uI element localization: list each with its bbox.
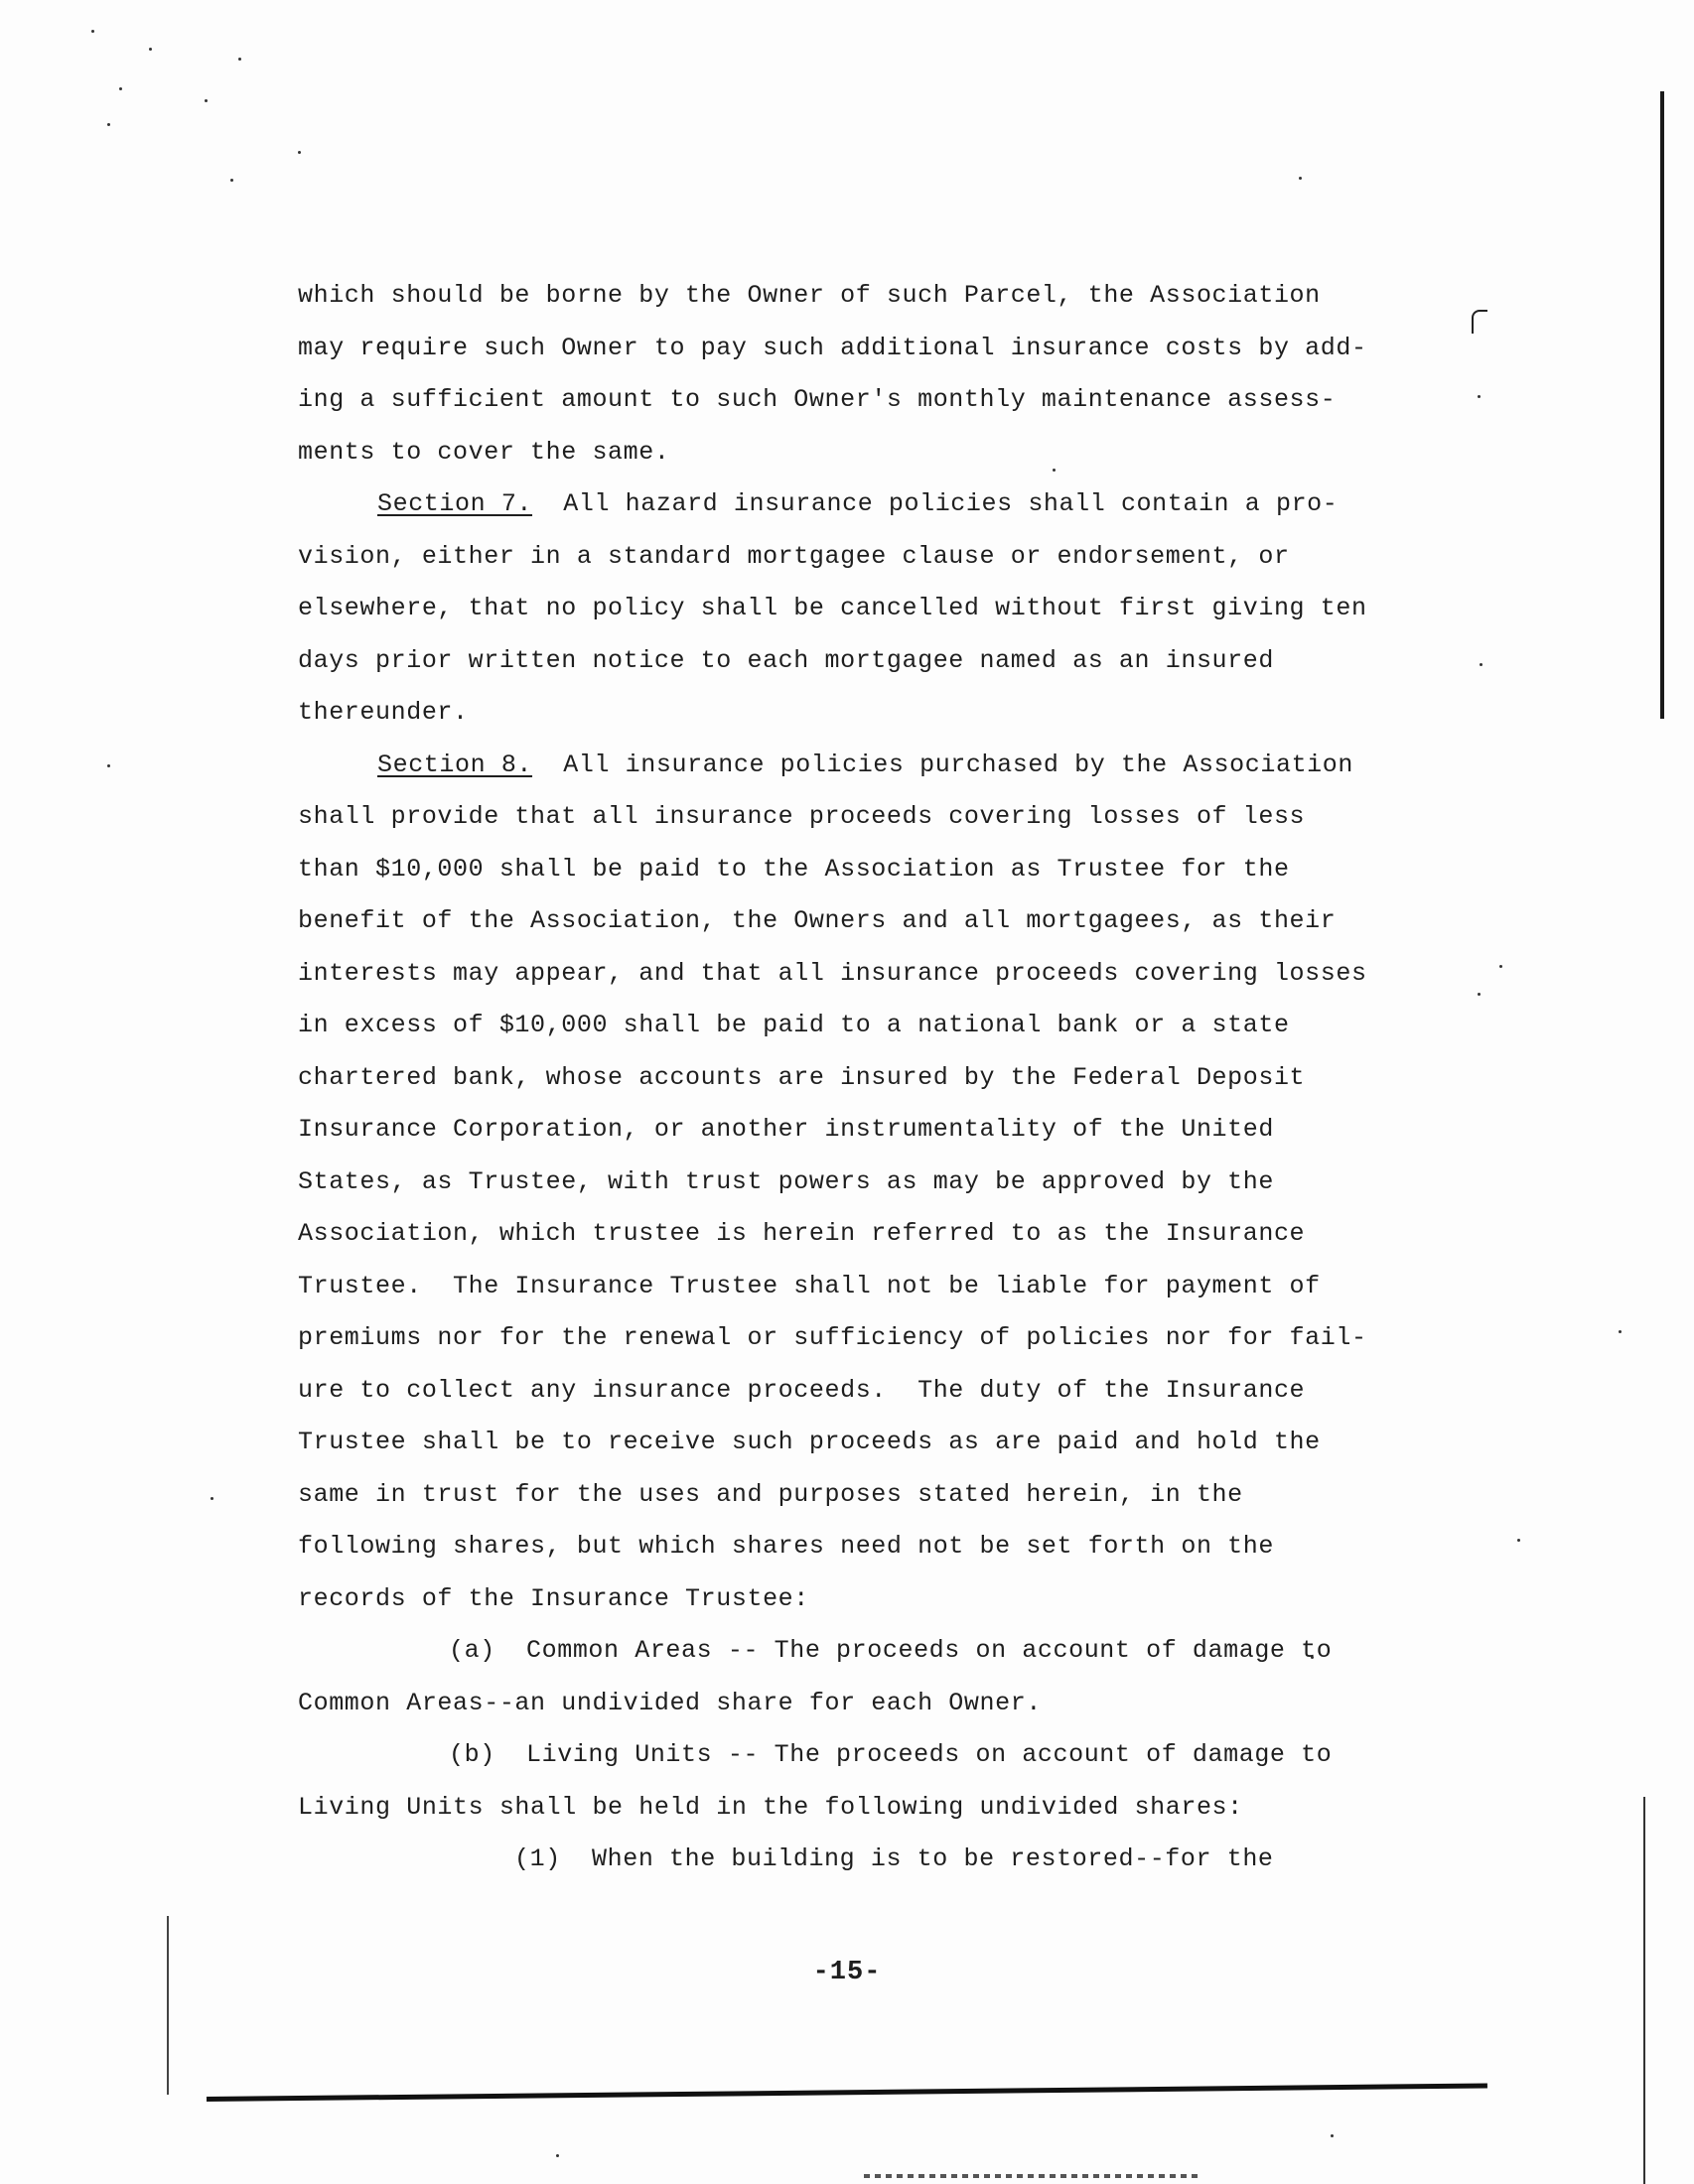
text-line: ure to collect any insurance proceeds. The duty of the Insurance [298,1375,1306,1405]
text-line: same in trust for the uses and purposes stated herein, in the [298,1479,1243,1509]
scan-edge-line [1660,91,1664,719]
text-line: benefit of the Association, the Owners and all mortgagees, as their [298,906,1337,935]
scan-speck [205,99,208,102]
text-line: days prior written notice to each mortgagee named as an insured [298,645,1274,675]
scan-speck [107,123,110,126]
text-line: All insurance policies purchased by the Association [563,750,1353,779]
scan-footer-smudge [864,2174,1201,2178]
scan-speck [119,87,122,90]
section-7-line [298,478,1390,531]
text-line: Trustee shall be to receive such proceeds as are paid and hold the [298,1428,1321,1456]
scan-speck [1478,993,1481,996]
text-line: vision, either in a standard mortgagee clause or endorsement, or [298,541,1290,571]
bottom-rule [207,2083,1487,2102]
text-line: Insurance Corporation, or another instrumentality of the United [298,1115,1274,1144]
scan-corner-mark [1472,310,1487,334]
scan-speck [91,30,94,33]
subsection-b-heading: (b) Living Units -- The proceeds on account of damage to [449,1740,1333,1769]
text-line: elsewhere, that no policy shall be cancelled without first giving ten [298,594,1367,622]
text-line: All hazard insurance policies shall contain a pro- [563,489,1339,518]
subsection-a-heading: (a) Common Areas -- The proceeds on account of damage to [449,1636,1333,1665]
text-line: Common Areas--an undivided share for each Owner. [298,1688,1042,1717]
scan-speck [1619,1330,1622,1333]
text-line: shall provide that all insurance proceeds covering losses of less [298,802,1306,831]
scan-speck [107,764,110,767]
scan-speck [211,1497,213,1500]
text-line: in excess of $10,000 shall be paid to a national bank or a state [298,1011,1290,1039]
subsection-b1-heading: (1) When the building is to be restored--for the [514,1844,1274,1873]
text-line: interests may appear, and that all insurance proceeds covering losses [298,958,1367,988]
text-line: may require such Owner to pay such additional insurance costs by add- [298,333,1367,362]
scan-speck [1299,177,1302,180]
text-line: Trustee. The Insurance Trustee shall not be liable for payment of [298,1271,1321,1300]
scan-edge-line-lower [1643,1797,1645,2184]
text-line: records of the Insurance Trustee: [298,1583,809,1613]
scan-speck [230,179,233,182]
text-line: premiums nor for the renewal or sufficiency of policies nor for fail- [298,1323,1367,1352]
scan-speck [298,151,301,154]
text-line: which should be borne by the Owner of such Parcel, the Association [298,281,1321,310]
scan-speck [1499,965,1502,968]
scan-margin-mark [167,1916,169,2095]
scan-speck [1517,1539,1520,1542]
scan-speck [1480,663,1482,666]
scan-speck [149,48,152,51]
text-line: following shares, but which shares need not be set forth on the [298,1532,1274,1561]
scan-speck [1478,395,1481,398]
section-8-line [298,740,1390,792]
text-line: ing a sufficient amount to such Owner's monthly maintenance assess- [298,385,1337,414]
page-number: -15- [812,1958,882,1987]
section-7-label: Section 7. [377,489,533,518]
text-line: than $10,000 shall be paid to the Association as Trustee for the [298,854,1290,884]
scan-speck [556,2154,559,2157]
body-text [298,270,1390,1886]
text-line: thereunder. [298,698,469,727]
text-line: Association, which trustee is herein referred to as the Insurance [298,1219,1306,1248]
text-line: States, as Trustee, with trust powers as may be approved by the [298,1166,1274,1196]
scan-speck [1331,2134,1334,2137]
scan-speck [238,58,241,61]
section-8-label: Section 8. [377,750,533,779]
text-line: chartered bank, whose accounts are insured by the Federal Deposit [298,1062,1306,1092]
text-line: ments to cover the same. [298,437,670,467]
text-line: Living Units shall be held in the following undivided shares: [298,1792,1243,1822]
